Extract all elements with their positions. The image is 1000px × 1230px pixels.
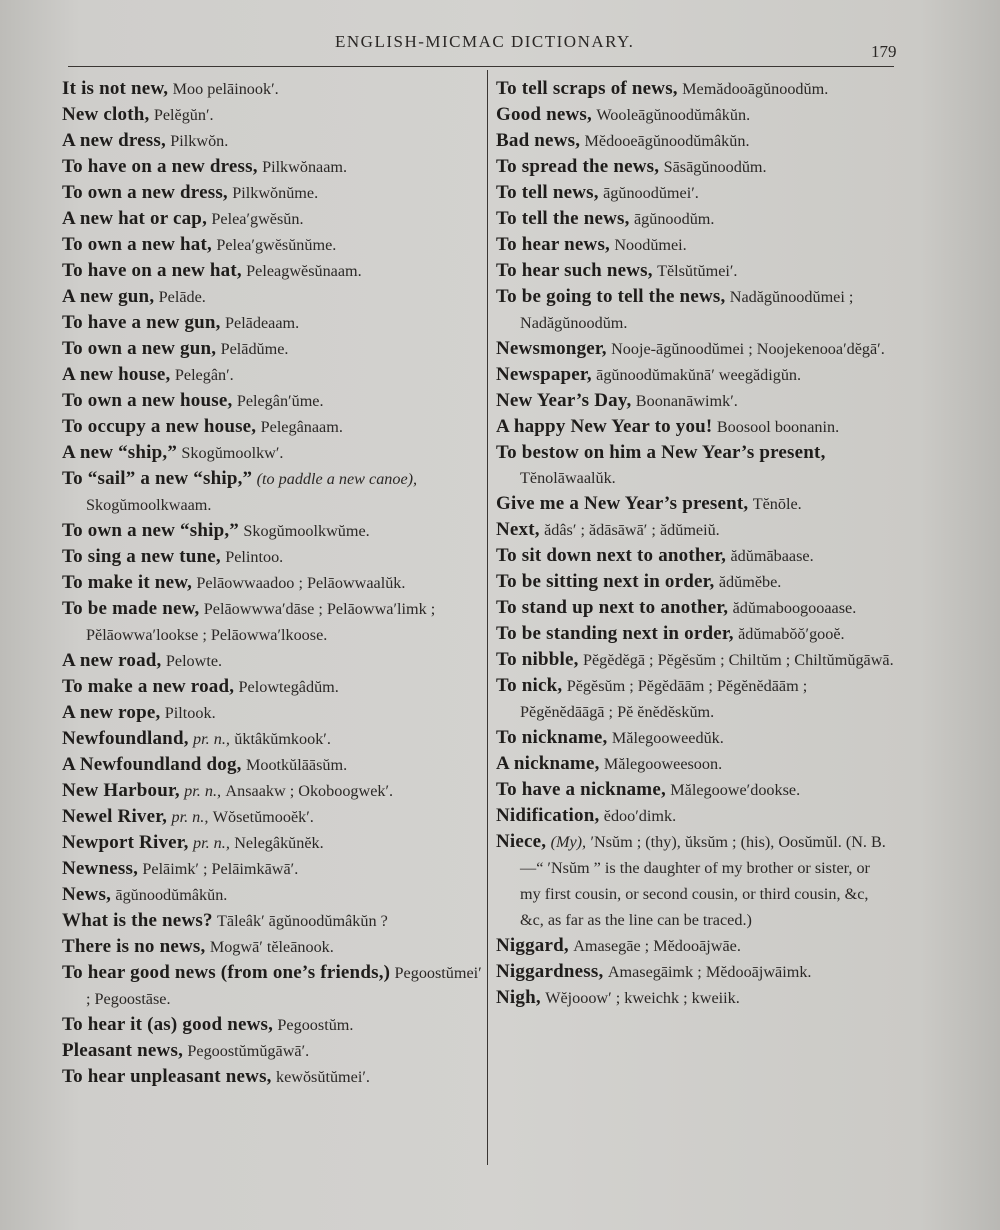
definition: Tĕlsŭtŭmei′. xyxy=(657,262,738,280)
definition: Boonanāwimk′. xyxy=(635,392,738,410)
definition: Mălegoowe′dookse. xyxy=(670,781,801,799)
dictionary-entry xyxy=(496,751,894,777)
headword: To have on a new dress, xyxy=(62,156,258,177)
dictionary-entry xyxy=(496,284,894,336)
usage-note: pr. n., xyxy=(193,730,230,748)
headword: To make it new, xyxy=(62,572,193,593)
definition: Nooje-āgŭnoodŭmei ; Noojekenooa′dĕgā′. xyxy=(611,340,885,358)
dictionary-entry xyxy=(62,466,482,518)
dictionary-entry xyxy=(496,180,894,206)
definition: Tāleâk′ āgŭnoodŭmâkŭn ? xyxy=(217,912,388,930)
dictionary-entry xyxy=(496,336,894,362)
dictionary-entry xyxy=(62,648,482,674)
definition: Pĕgĕdĕgā ; Pĕgĕsŭm ; Chiltŭm ; Chiltŭmŭgāwā. xyxy=(582,651,894,669)
headword: Next, xyxy=(496,519,540,540)
headword: To have a new gun, xyxy=(62,312,221,333)
headword: Newsmonger, xyxy=(496,338,607,359)
dictionary-entry xyxy=(62,180,482,206)
dictionary-entry xyxy=(62,388,482,414)
definition: Mălegooweedŭk. xyxy=(611,729,724,747)
headword: To tell news, xyxy=(496,182,599,203)
dictionary-entry xyxy=(62,258,482,284)
dictionary-entry xyxy=(496,102,894,128)
definition: Peleagwĕsŭnaam. xyxy=(246,262,362,280)
headword: To hear such news, xyxy=(496,260,653,281)
definition: ădŭmĕbe. xyxy=(718,573,782,591)
definition: Pelāowwaadoo ; Pelāowwaalŭk. xyxy=(196,574,406,592)
dictionary-entry xyxy=(62,674,482,700)
headword: To be going to tell the news, xyxy=(496,286,726,307)
headword: New Harbour, xyxy=(62,780,180,801)
dictionary-entry xyxy=(62,830,482,856)
headword: To sit down next to another, xyxy=(496,545,727,566)
definition: Mălegooweesoon. xyxy=(603,755,723,773)
dictionary-entry xyxy=(496,777,894,803)
definition: ădâs′ ; ădāsāwā′ ; ădŭmeiŭ. xyxy=(544,521,720,539)
definition: ′Nsŭm ; (thy), ŭksŭm ; (his), Oosŭmŭl. (N. B.—“ ′Nsŭm ” is the daughter of my brother or sister, or my first cousin, or second cousin, or third cousin, &c, &c, as far as the line can be traced.) xyxy=(520,833,886,929)
definition: Pelāimk′ ; Pelāimkāwā′. xyxy=(142,860,299,878)
definition: ădŭmabŏŏ′gooĕ. xyxy=(738,625,845,643)
headword: To be made new, xyxy=(62,598,200,619)
dictionary-entry xyxy=(496,76,894,102)
definition: Pelowtegâdŭm. xyxy=(238,678,339,696)
dictionary-entry xyxy=(62,700,482,726)
headword: Give me a New Year’s present, xyxy=(496,493,749,514)
headword: Newspaper, xyxy=(496,364,592,385)
dictionary-entry xyxy=(496,647,894,673)
dictionary-entry xyxy=(62,336,482,362)
definition: āgŭnoodŭm. xyxy=(633,210,715,228)
headword: What is the news? xyxy=(62,910,213,931)
dictionary-entry xyxy=(62,206,482,232)
dictionary-entry xyxy=(62,934,482,960)
definition: Mĕdooeāgŭnoodŭmâkŭn. xyxy=(584,132,750,150)
dictionary-entry xyxy=(62,1038,482,1064)
dictionary-entry xyxy=(496,595,894,621)
headword: To tell the news, xyxy=(496,208,630,229)
dictionary-entry xyxy=(496,829,894,933)
headword: Newness, xyxy=(62,858,139,879)
definition: ŭktâkŭmkook′. xyxy=(234,730,331,748)
header-rule xyxy=(68,66,894,67)
headword: Nidification, xyxy=(496,805,600,826)
left-column xyxy=(62,76,482,1090)
definition: Pegoostŭm. xyxy=(277,1016,354,1034)
headword: News, xyxy=(62,884,112,905)
definition: Moo pelāinook′. xyxy=(172,80,279,98)
definition: Tĕnolāwaalŭk. xyxy=(520,469,616,487)
dictionary-entry xyxy=(496,803,894,829)
dictionary-entry xyxy=(496,232,894,258)
dictionary-entry xyxy=(496,128,894,154)
dictionary-entry xyxy=(62,882,482,908)
headword: A new “ship,” xyxy=(62,442,178,463)
definition: Memădooāgŭnoodŭm. xyxy=(682,80,829,98)
definition: Ansaakw ; Okoboogwek′. xyxy=(225,782,394,800)
definition: Pelāowwwa′dāse ; Pelāowwa′limk ; Pĕlāowwa′lookse ; Pelāowwa′lkoose. xyxy=(86,600,436,644)
headword: To stand up next to another, xyxy=(496,597,729,618)
usage-note: (to paddle a new canoe), xyxy=(256,470,418,488)
dictionary-entry xyxy=(62,752,482,778)
headword: It is not new, xyxy=(62,78,169,99)
dictionary-entry xyxy=(496,933,894,959)
dictionary-entry xyxy=(62,284,482,310)
headword: Newel River, xyxy=(62,806,168,827)
dictionary-entry xyxy=(496,388,894,414)
dictionary-entry xyxy=(62,310,482,336)
headword: To have a nickname, xyxy=(496,779,666,800)
dictionary-entry xyxy=(62,76,482,102)
dictionary-entry xyxy=(496,959,894,985)
dictionary-entry xyxy=(62,362,482,388)
definition: Amasegāe ; Mĕdooājwāe. xyxy=(573,937,741,955)
definition: Boosool boonanin. xyxy=(716,418,840,436)
headword: To spread the news, xyxy=(496,156,660,177)
definition: āgŭnoodŭmâkŭn. xyxy=(115,886,228,904)
dictionary-entry xyxy=(496,517,894,543)
dictionary-entry xyxy=(62,440,482,466)
definition: ădŭmābaase. xyxy=(730,547,814,565)
definition: Pelāde. xyxy=(158,288,206,306)
definition: ădŭmaboogooaase. xyxy=(732,599,857,617)
running-head: ENGLISH-MICMAC DICTIONARY. xyxy=(335,32,635,51)
headword: Good news, xyxy=(496,104,592,125)
headword: To hear good news (from one’s friends,) xyxy=(62,962,391,983)
dictionary-entry xyxy=(62,570,482,596)
headword: To bestow on him a New Year’s present, xyxy=(496,442,826,463)
dictionary-entry xyxy=(496,206,894,232)
dictionary-entry xyxy=(62,102,482,128)
headword: New Year’s Day, xyxy=(496,390,632,411)
column-divider xyxy=(487,70,488,1165)
dictionary-entry xyxy=(496,673,894,725)
headword: To hear it (as) good news, xyxy=(62,1014,274,1035)
dictionary-entry xyxy=(496,985,894,1011)
headword: Niggard, xyxy=(496,935,569,956)
dictionary-entry xyxy=(62,960,482,1012)
dictionary-entry xyxy=(62,518,482,544)
definition: Pelea′gwĕsŭnŭme. xyxy=(216,236,337,254)
definition: Pelowte. xyxy=(165,652,223,670)
dictionary-entry xyxy=(496,543,894,569)
dictionary-entry xyxy=(62,232,482,258)
definition: Nadăgŭnoodŭmei ; Nadăgŭnoodŭm. xyxy=(520,288,854,332)
headword: To “sail” a new “ship,” xyxy=(62,468,253,489)
definition: Skogŭmoolkwŭme. xyxy=(243,522,370,540)
right-column xyxy=(496,76,894,1011)
dictionary-entry xyxy=(496,154,894,180)
definition: Pelegân′ŭme. xyxy=(236,392,324,410)
dictionary-entry xyxy=(496,362,894,388)
definition: Pegoostŭmŭgāwā′. xyxy=(187,1042,310,1060)
headword: To tell scraps of news, xyxy=(496,78,678,99)
headword: To hear unpleasant news, xyxy=(62,1066,272,1087)
headword: Niggardness, xyxy=(496,961,604,982)
definition: Pilkwŏn. xyxy=(170,132,229,150)
headword: To hear news, xyxy=(496,234,610,255)
usage-note: (My), xyxy=(550,833,587,851)
definition: Pĕgĕsŭm ; Pĕgĕdāām ; Pĕgĕnĕdāām ; Pĕgĕnĕdāāgā ; Pĕ ĕnĕdĕskŭm. xyxy=(520,677,808,721)
definition: Noodŭmei. xyxy=(614,236,687,254)
dictionary-entry xyxy=(62,908,482,934)
definition: Tĕnōle. xyxy=(752,495,802,513)
page-number: 179 xyxy=(871,42,897,61)
headword: To have on a new hat, xyxy=(62,260,242,281)
headword: To make a new road, xyxy=(62,676,235,697)
dictionary-entry xyxy=(496,258,894,284)
usage-note: pr. n., xyxy=(192,834,230,852)
headword: A new gun, xyxy=(62,286,155,307)
headword: To own a new house, xyxy=(62,390,233,411)
definition: Nelegâkŭnĕk. xyxy=(234,834,324,852)
headword: To sing a new tune, xyxy=(62,546,221,567)
dictionary-entry xyxy=(496,414,894,440)
headword: To nickname, xyxy=(496,727,608,748)
headword: Bad news, xyxy=(496,130,581,151)
definition: Pilkwŏnaam. xyxy=(262,158,348,176)
definition: Skogŭmoolkw′. xyxy=(181,444,284,462)
usage-note: pr. n., xyxy=(184,782,222,800)
headword: To own a new “ship,” xyxy=(62,520,239,541)
headword: A new house, xyxy=(62,364,171,385)
definition: Wĕjooow′ ; kweichk ; kweiik. xyxy=(545,989,740,1007)
headword: Newport River, xyxy=(62,832,189,853)
headword: A new hat or cap, xyxy=(62,208,208,229)
definition: āgŭnoodŭmakŭnā′ weegădigŭn. xyxy=(596,366,802,384)
dictionary-entry xyxy=(496,725,894,751)
definition: Pilkwŏnŭme. xyxy=(232,184,319,202)
dictionary-entry xyxy=(496,491,894,517)
headword: Newfoundland, xyxy=(62,728,189,749)
definition: Pelĕgŭn′. xyxy=(153,106,214,124)
definition: Wooleāgŭnoodŭmâkŭn. xyxy=(596,106,751,124)
usage-note: pr. n., xyxy=(171,808,209,826)
dictionary-entry xyxy=(62,1064,482,1090)
headword: A happy New Year to you! xyxy=(496,416,713,437)
definition: Pegoostŭmei′ ; Pegoostāse. xyxy=(86,964,482,1008)
dictionary-entry xyxy=(62,544,482,570)
headword: To nick, xyxy=(496,675,563,696)
page-header xyxy=(0,30,1000,60)
dictionary-entry xyxy=(62,778,482,804)
definition: Sāsāgŭnoodŭm. xyxy=(663,158,767,176)
headword: To be sitting next in order, xyxy=(496,571,715,592)
dictionary-entry xyxy=(496,569,894,595)
definition: Mootkŭlāāsŭm. xyxy=(245,756,348,774)
dictionary-entry xyxy=(62,154,482,180)
definition: āgŭnoodŭmei′. xyxy=(603,184,699,202)
definition: Pelintoo. xyxy=(225,548,284,566)
definition: kewŏsŭtŭmei′. xyxy=(276,1068,370,1086)
headword: Niece, xyxy=(496,831,547,852)
headword: To own a new dress, xyxy=(62,182,228,203)
definition: Pelādeaam. xyxy=(225,314,300,332)
definition: Amasegāimk ; Mĕdooājwāimk. xyxy=(607,963,812,981)
dictionary-entry xyxy=(62,804,482,830)
headword: A nickname, xyxy=(496,753,600,774)
dictionary-entry xyxy=(496,621,894,647)
definition: ĕdoo′dimk. xyxy=(603,807,677,825)
dictionary-entry xyxy=(496,440,894,491)
headword: A Newfoundland dog, xyxy=(62,754,242,775)
headword: To be standing next in order, xyxy=(496,623,734,644)
definition: Pelādŭme. xyxy=(220,340,289,358)
headword: To own a new gun, xyxy=(62,338,217,359)
headword: To own a new hat, xyxy=(62,234,212,255)
dictionary-entry xyxy=(62,1012,482,1038)
definition: Pelegân′. xyxy=(174,366,234,384)
definition: Pelegânaam. xyxy=(260,418,343,436)
definition: Wŏsetŭmooĕk′. xyxy=(212,808,314,826)
headword: Nigh, xyxy=(496,987,541,1008)
definition: Skogŭmoolkwaam. xyxy=(86,496,212,514)
dictionary-entry xyxy=(62,414,482,440)
headword: A new road, xyxy=(62,650,162,671)
dictionary-entry xyxy=(62,726,482,752)
dictionary-entry xyxy=(62,128,482,154)
definition: Mogwā′ tĕleānook. xyxy=(209,938,334,956)
headword: To occupy a new house, xyxy=(62,416,257,437)
headword: A new dress, xyxy=(62,130,166,151)
headword: A new rope, xyxy=(62,702,161,723)
dictionary-entry xyxy=(62,856,482,882)
definition: Piltook. xyxy=(164,704,216,722)
headword: New cloth, xyxy=(62,104,150,125)
headword: To nibble, xyxy=(496,649,579,670)
dictionary-entry xyxy=(62,596,482,648)
definition: Pelea′gwĕsŭn. xyxy=(211,210,304,228)
headword: Pleasant news, xyxy=(62,1040,184,1061)
headword: There is no news, xyxy=(62,936,206,957)
